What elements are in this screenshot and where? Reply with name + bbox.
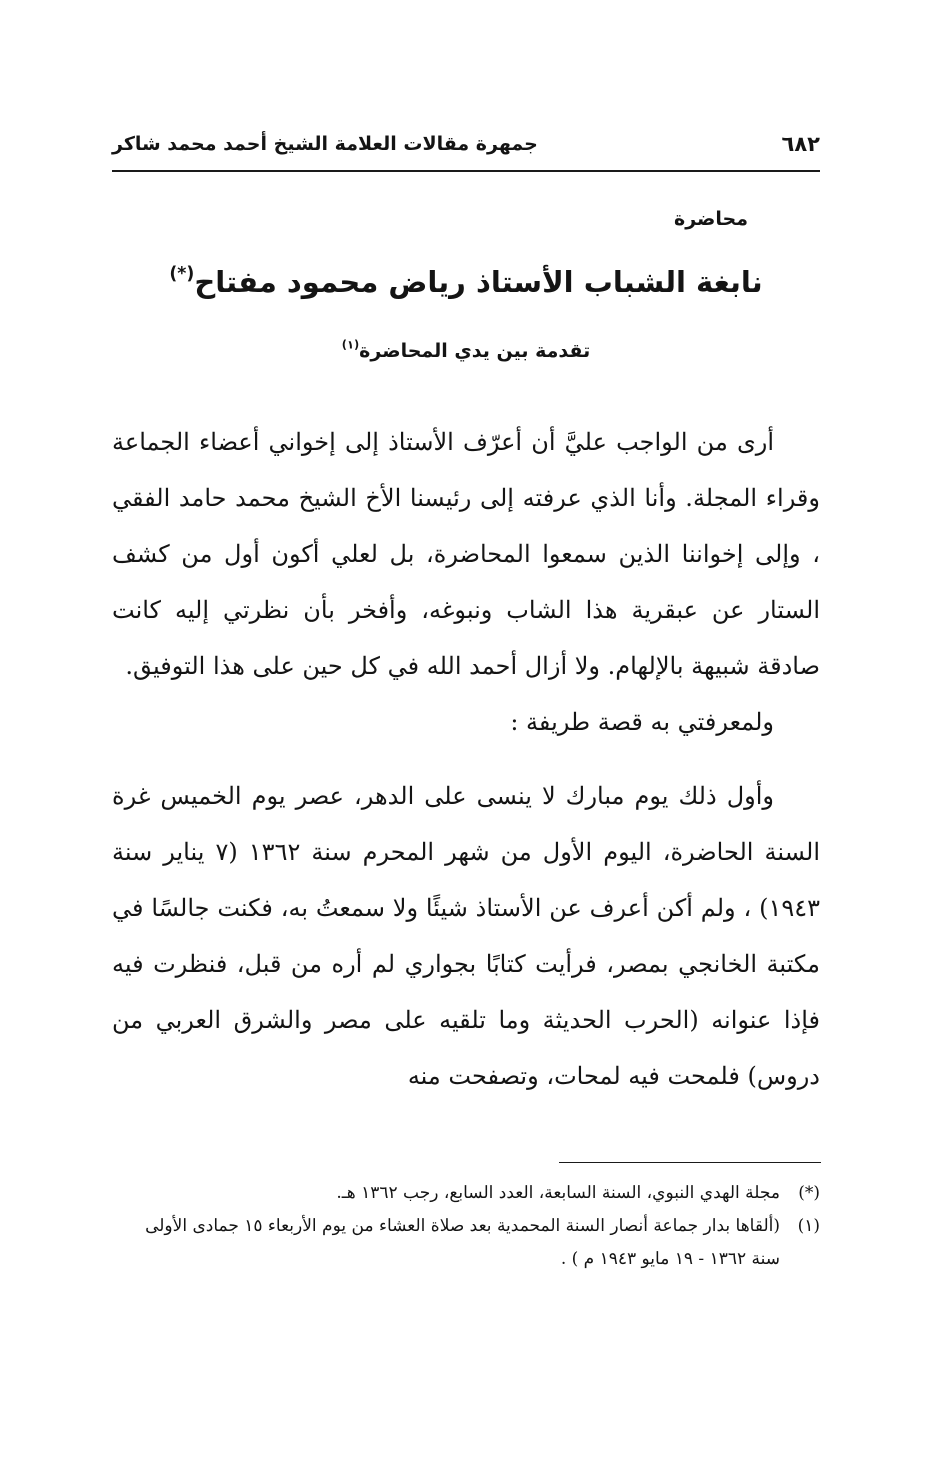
body-paragraph-2: ولمعرفتي به قصة طريفة : [510, 708, 774, 736]
running-header [112, 128, 820, 164]
footnote-1-text: مجلة الهدي النبوي، السنة السابعة، العدد السابع، رجب ١٣٦٢ هـ. [336, 1183, 780, 1203]
article-title [112, 258, 820, 306]
footnote-1 [112, 1177, 820, 1210]
article-subtitle [112, 334, 820, 368]
book-title: جمهرة مقالات العلامة الشيخ أحمد محمد شاكر [112, 133, 538, 155]
footnote-rule [559, 1162, 821, 1163]
body-paragraph-3: وأول ذلك يوم مبارك لا ينسى على الدهر، عصر يوم الخميس غرة السنة الحاضرة، اليوم الأول من شهر المحرم سنة ١٣٦٢ (٧ يناير سنة ١٩٤٣) ، ولم أكن أعرف عن الأستاذ شيئًا ولا سمعتُ به، فكنت جالسًا في مكتبة الخانجي بمصر، فرأيت كتابًا بجواري لم أره من قبل، فنظرت فيه فإذا عنوانه (الحرب الحديثة وما تلقيه على مصر والشرق العربي من دروس) فلمحت فيه لمحات، وتصفحت منه [112, 782, 821, 1090]
footnotes [112, 1177, 820, 1276]
body-paragraph-1: أرى من الواجب عليَّ أن أعرّف الأستاذ إلى إخواني أعضاء الجماعة وقراء المجلة. وأنا الذي عرفته إلى رئيسنا الأخ الشيخ محمد حامد الفقي ، وإلى إخواننا الذين سمعوا المحاضرة، بل لعلي أكون أول من كشف الستار عن عبقرية هذا الشاب ونبوغه، وأفخر بأن نظرتي إليه كانت صادقة شبيهة بالإلهام. ولا أزال أحمد الله في كل حين على هذا التوفيق. [112, 428, 820, 680]
footnote-2 [112, 1210, 820, 1276]
title-note-mark: (*) [169, 263, 195, 284]
article-body [112, 414, 820, 1104]
footnote-2-mark: (١) [797, 1216, 820, 1236]
article-title-text: نابغة الشباب الأستاذ رياض محمود مفتاح [194, 265, 763, 299]
article-subtitle-text: تقدمة بين يدي المحاضرة [359, 340, 591, 362]
footnote-1-mark: (*) [798, 1183, 820, 1203]
section-label: محاضرة [674, 208, 748, 230]
page-number: ٦٨٢ [781, 132, 820, 156]
footnote-2-text: (ألقاها بدار جماعة أنصار السنة المحمدية بعد صلاة العشاء من يوم الأربعاء ١٥ جمادى الأولى سنة ١٣٦٢ - ١٩ مايو ١٩٤٣ م ) . [145, 1216, 780, 1269]
subtitle-note-mark: (١) [341, 337, 360, 352]
header-rule [112, 170, 820, 172]
